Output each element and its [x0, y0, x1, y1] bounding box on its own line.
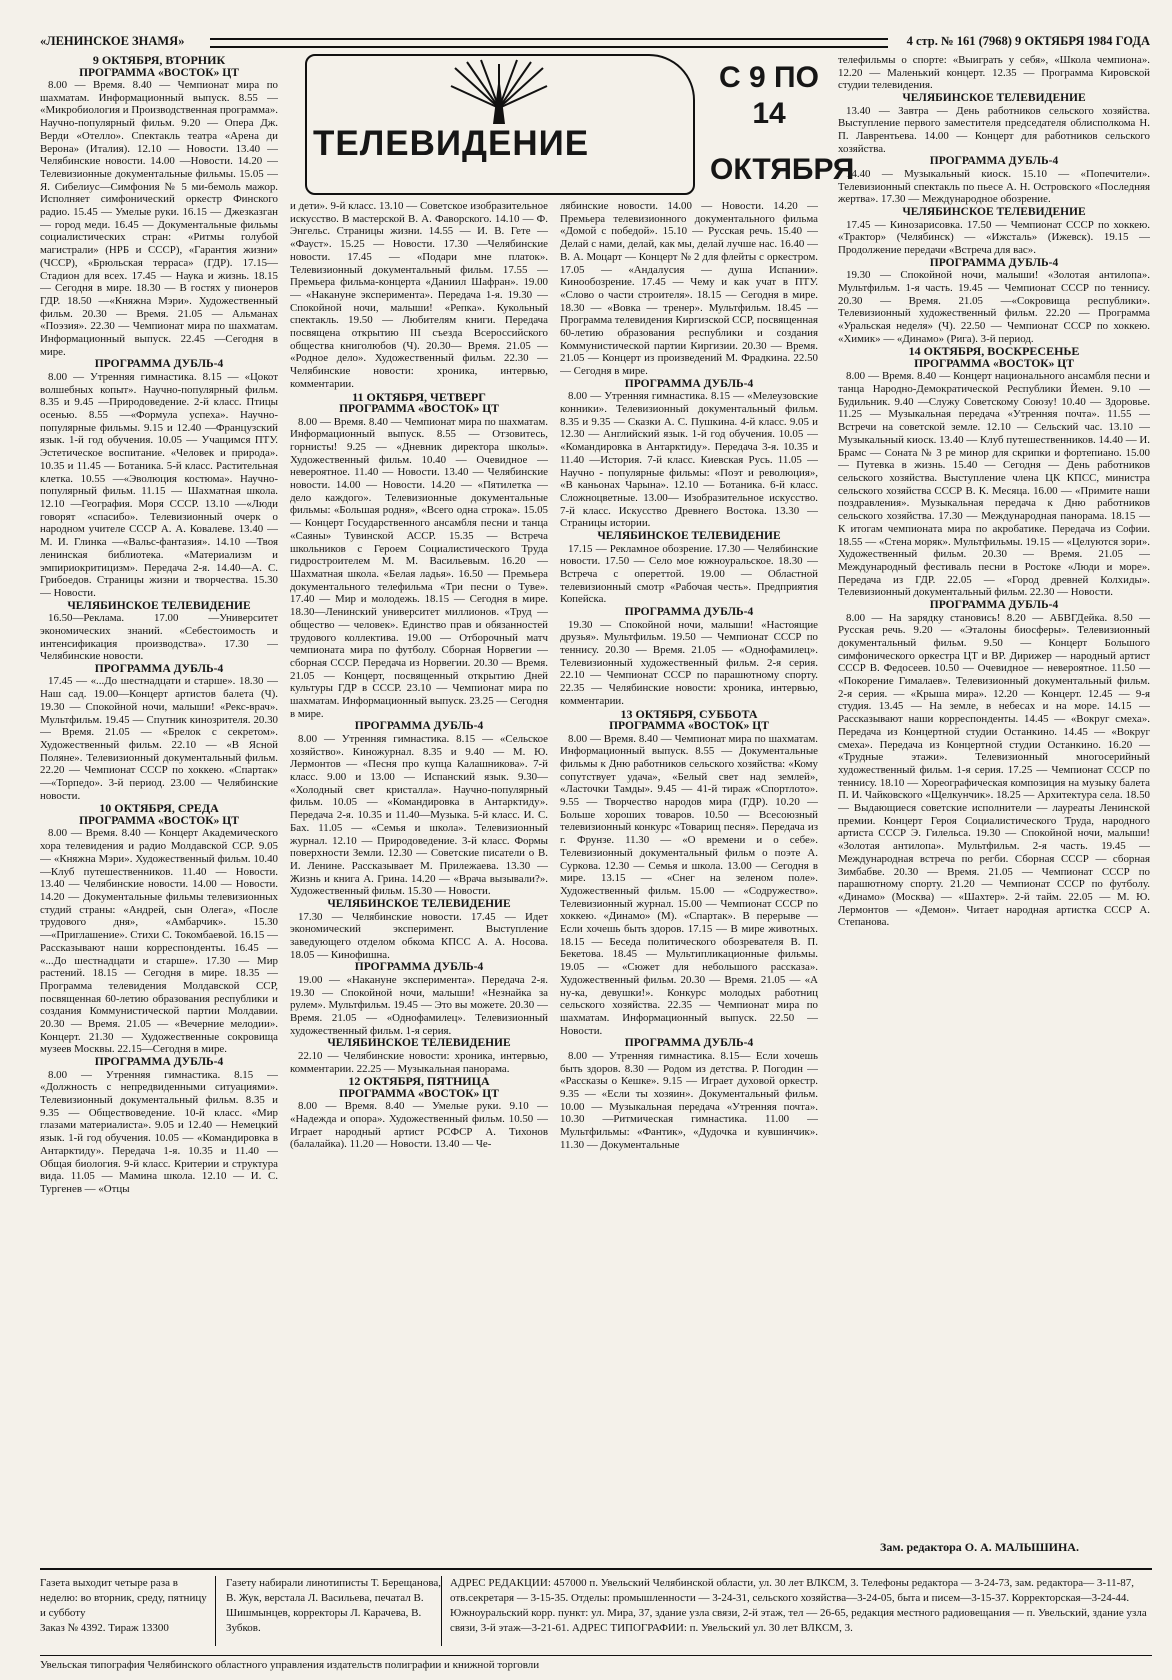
program-heading: ПРОГРАММА «ВОСТОК» ЦТ — [339, 403, 499, 416]
program-heading: ЧЕЛЯБИНСКОЕ ТЕЛЕВИДЕНИЕ — [902, 206, 1086, 219]
listing-text: 16.50—Реклама. 17.00 —Университет экономических знаний. «Себестоимость и интенсификация производства». 17.30 —Челябинские новости. — [40, 612, 278, 663]
listing-text: 8.00 — Время. 8.40 — Умелые руки. 9.10 — «Надежда и опора». Художественный фильм. 10.50 — Играет народный артист РСФСР А. Тихонов (балалайка). 11.20 — Новости. 13.40 — Че- — [290, 1100, 548, 1151]
listing-text: 8.00 — Утренняя гимнастика. 8.15 — «Сельское хозяйство». Киножурнал. 8.35 и 9.40 — М. Ю. Лермонтов — «Песня про купца Калашникова». 7-й класс. 9.00 и 13.00 — Испанский язык. 9.30— «Холодный свет кристалла». Научно-популярный фильм. 10.05 — «Командировка в Антарктиду». Передача 2-я. 10.35 и 11.40—Музыка. 5-й класс. И. С. Бах. 11.05 — «Семья и школа». Телевизионный журнал. 12.10 — Природоведение. 3-й класс. Формы поверхности Земли. 12.30 — Советские писатели о В. И. Ленине. Рассказывает М. Прилежаева. 13.30 — Жизнь и книга А. Грина. 14.20 — «Врача вызывали?». Художественный фильм. 15.30 — Новости. — [290, 732, 548, 898]
listing-text: телефильмы о спорте: «Выиграть у себя», «Школа чемпиона». 12.20 — Маленький концерт. 12.35 — Программа Кировской студии телевидения. — [838, 54, 1150, 92]
listing-text: 17.15 — Рекламное обозрение. 17.30 — Челябинские новости. 17.50 — Село мое южноуральское. 18.30 — Встреча с опереттой. 19.00 — Областной телевизионный смотр «Рабочая честь». Предприятия Копейска. — [560, 542, 818, 606]
listing-text: 17.45 — Кинозарисовка. 17.50 — Чемпионат СССР по хоккею. «Трактор» (Челябинск) — «Ижсталь» (Ижевск). 19.15 — Продолжение передачи «Встреча для вас». — [838, 218, 1150, 256]
date-range — [710, 60, 855, 188]
footer-staff: Газету набирали линотиписты Т. Берещанова, В. Жук, верстала Л. Васильева, печатал В. Шишмынцев, корректоры Л. Карачева, В. Зубков. — [220, 1576, 442, 1646]
listing-text: 8.00 — Время. 8.40 — Чемпионат мира по шахматам. Информационный выпуск. 8.55 — Отзовитесь, горнисты! 9.25 — «Дневник директора школы». Художественный фильм. 10.40 — Очевидное — невероятное. 11.40 — Новости. 13.40 — Челябинские новости. 14.00 — Новости. 14.20 — «Пятилетка — дело каждого». Телевизионные документальные фильмы: «Большая родня», «Всего одна строка». 15.05 — Концерт Государственного ансамбля песни и танца «Саяны» Тувинской АССР. 15.35 — Встреча школьников с Героем Социалистического Труда гидростроителем М. М. Васильевым. 16.20 — Шахматная школа. «Белая ладья». 16.50 — Премьера документального телефильма «Три песни о Туве». 17.40 — Мир и молодежь. 18.15 — Сегодня в мире. 18.30—Ленинский университет миллионов. «Труд — общество — человек». Единство прав и обязанностей трудового коллектива. 19.00 — Отборочный матч чемпионата мира по футболу. Сборная Норвегии — сборная СССР. Передача из Норвегии. 20.30 — Время. 21.05 — Концерт, посвященный открытию Дней культуры ГДР в СССР. 23.10 — Чемпионат мира по шахматам. Информационный выпуск. 23.25 — Сегодня в мире. — [290, 415, 548, 720]
newspaper-name: «ЛЕНИНСКОЕ ЗНАМЯ» — [40, 34, 185, 48]
program-heading: ПРОГРАММА «ВОСТОК» ЦТ — [914, 357, 1074, 370]
program-heading: ПРОГРАММА «ВОСТОК» ЦТ — [339, 1087, 499, 1100]
column-1 — [40, 54, 278, 1534]
order-circulation: Заказ № 4392. Тираж 13300 — [40, 1622, 169, 1634]
listing-text: 8.00 — Время. 8.40 — Концерт национального ансамбля песни и танца Народно-Демократической Республики Йемен. 9.10 — Будильник. 9.40 —Служу Советскому Союзу! 10.40 — Здоровье. 11.25 — Музыкальная передача «Утренняя почта». 11.55 — Встречи на советской земле. 12.10 — Сельский час. 13.10 — Музыкальный киоск. 13.40 — Клуб путешественников. 14.40 — И. Брамс — Соната № 3 ре минор для скрипки и фортепиано. 15.00 — Путевка в жизнь. 15.40 — Сегодня — День работников сельского хозяйства. Выступление члена ЦК КПСС, министра сельского хозяйства СССР В. К. Месяца. 16.00 — «Примите наши поздравления». Музыкальная передача к Дню работников сельского хозяйства. 17.30 — Международная панорама. 18.15 — К итогам чемпионата мира по акробатике. Передача из Софии. 18.55 — «Стена моряк». Мультфильмы. 19.15 — «Целуются зори». Художественный фильм. 20.30 — Время. 21.05 — Международный фестиваль песни в Ростоке «Люди и море». Передача из ГДР. 22.05 — «Город древней Колхиды». Телевизионный документальный фильм. 22.30 — Новости. — [838, 370, 1150, 599]
listing-text: 8.00 — Утренняя гимнастика. 8.15 — «Мелеузовские конники». Телевизионный документальный фильм. 8.35 и 9.35 — Сказки А. С. Пушкина. 4-й класс. 9.05 и 12.30 — Английский язык. 1-й год обучения. 10.05 — «Командировка в Антарктиду». Передача 3-я. 10.35 и 11.40 —История. 7-й класс. Киевская Русь. 11.05 — Научно - популярные фильмы: «Поэт и революция», «В каньонах Чарына». 12.10 — Ботаника. 6-й класс. Сложноцветные. 13.00— Изобразительное искусство. 7-й класс. Искусство Древнего Востока. 13.30 — Страницы истории. — [560, 390, 818, 530]
program-heading: ПРОГРАММА ДУБЛЬ-4 — [624, 377, 754, 390]
footer-schedule — [40, 1576, 216, 1646]
program-heading: ПРОГРАММА ДУБЛЬ-4 — [624, 1037, 754, 1050]
listing-text: 8.00 — На зарядку становись! 8.20 — АБВГДейка. 8.50 — Русская речь. 9.20 — «Эталоны биосферы». Телевизионный документальный фильм. 9.50 — Концерт Большого симфонического оркестра ЦТ и ВР. Дирижер — народный артист СССР В. Федосеев. 10.50 — Очевидное — невероятное. 11.50 — «Покорение Гималаев». Телевизионный документальный фильм. 2-я серия. — «Крыша мира». 12.20 — Концерт. 12.45 — 9-я студия. 13.45 — На земле, в небесах и на море. 14.15 — Рассказывают наши корреспонденты. 14.45 — «Вокруг смеха». Передача из Концертной студии Останкино. 14.45 — «Вокруг смеха». Передача из Концертной студии Останкино. 16.20 — «Трудные этажи». Телевизионный многосерийный художественный фильм. 1-я серия. 17.25 — Чемпионат СССР по теннису. 18.10 — Хореографическая композиция на музыку балета П. И. Чайковского «Щелкунчик». 18.25 — Архитектура села. 18.50 — Выдающиеся советские исполнители — лауреаты Ленинской премии. Концерт Героя Социалистического Труда, народного артиста СССР Э. Гилельса. 19.30 — Спокойной ночи, малыши! «Золотая антилопа». Мультфильм. 2-я часть. 19.45 — Международная встреча по регби. Сборная СССР — сборная Зимбабве. 20.30 — Время. 21.05 — Чемпионат СССР по парашютному спорту. 21.20 — Чемпионат СССР по футболу. «Динамо» (Москва) — «Шахтер». 2-й тайм. 22.05 — М. Ю. Лермонтов — «Демон». Читает народная артистка СССР А. Степанова. — [838, 611, 1150, 929]
program-heading: ПРОГРАММА ДУБЛЬ-4 — [624, 606, 754, 619]
date-range-bottom: ОКТЯБРЯ — [710, 153, 855, 186]
program-heading: ПРОГРАММА ДУБЛЬ-4 — [94, 1056, 224, 1069]
listing-text: 8.00 — Время. 8.40 — Чемпионат мира по шахматам. Информационный выпуск. 8.55 — «Микробиология и Производственная программа». Научно-популярный фильм. 9.20 — Опера Дж. Верди «Отелло». Спектакль театра «Арена ди Верона» (Италия). 12.10 — Новости. 13.40 — Челябинские новости. 14.00 —Новости. 14.20 —Телевизионные документальные фильмы. 15.05 —Я. Сибелиус—Симфония № 5 ми-бемоль мажор. Исполняет симфонический оркестр Финского радио. 15.45 — Умелые руки. 16.15 — Джезказган — город меди. 16.45 — Документальные фильмы социалистических стран: «Ритмы голубой магистрали» (НРБ и СССР), «Гарантия жизни» (ЧССР), «Брюльская терраса» (ГДР). 17.15—Стадион для всех. 17.45 — Наука и жизнь. 18.15 — Сегодня в мире. 18.30 — В гостях у пионеров ГДР. 18.50 —«Княжна Мэри». Художественный фильм. 20.30 — Время. 21.05 — Альманах «Поэзия». 22.30 — Чемпионат мира по шахматам. Информационный выпуск. 22.45 —Сегодня в мире. — [40, 79, 278, 358]
day-heading: 11 ОКТЯБРЯ, ЧЕТВЕРГ — [352, 389, 486, 404]
program-heading: ЧЕЛЯБИНСКОЕ ТЕЛЕВИДЕНИЕ — [327, 898, 511, 911]
listing-text: 8.00 — Время. 8.40 — Концерт Академического хора телевидения и радио Молдавской ССР. 9.05 — «Княжна Мэри». Художественный фильм. 10.40—Клуб путешественников. 11.40 — Новости. 13.40 — Челябинские новости. 14.00 — Новости. 14.20 — Документальные фильмы телевизионных студий страны: «Андрей, сын Олега», «После трудового дня», «Амбарчик». 15.30 —«Приглашение». Стихи С. Токомбаевой. 16.15 — Рассказывают наши корреспонденты. 16.45 — «...До шестнадцати и старше». 17.30 — Мир растений. 18.15 — Сегодня в мире. 18.35 — Программа телевидения Молдавской ССР, посвященная 60-летию образования республики и создания Коммунистической партии Молдавии. 20.30 — Время. 21.05 — «Вечерние мелодии». Концерт. 21.30 — Художественные сокровища музеев Москвы. 22.15—Сегодня в мире. — [40, 827, 278, 1056]
day-heading: 13 ОКТЯБРЯ, СУББОТА — [620, 706, 758, 721]
column-2 — [290, 200, 548, 1534]
listing-text: 8.00 — Утренняя гимнастика. 8.15 — «Должность с непредвиденными ситуациями». Телевизионный документальный фильм. 8.35 и 9.35 — Обществоведение. 10-й класс. «Мир глазами материалиста». 9.05 и 12.40 — Немецкий язык. 1-й год обучения. 10.05 — «Командировка в Антарктиду». Передача 1-я. 10.35 и 11.40 — Общая биология. 9-й класс. Критерии и структура вида. 11.05 — Мамина школа. 12.10 — И. С. Тургенев — «Отцы — [40, 1068, 278, 1195]
program-heading: ПРОГРАММА «ВОСТОК» ЦТ — [609, 720, 769, 733]
listing-text: 8.00 — Время. 8.40 — Чемпионат мира по шахматам. Информационный выпуск. 8.55 — Документальные фильмы к Дню работников сельского хозяйства: «Кому сопутствует удача», «Белый свет над землей», «Ласточки Тамды». 9.45 — 41-й тираж «Спортлото». 9.55 — Творчество народов мира (ГДР). 10.20 — Больше хороших товаров. 10.50 — Всесоюзный телевизионный конкурс «Товарищ песня». Передача из г. Фрунзе. 11.30 — «О времени и о себе». Телевизионный документальный фильм о поэте А. Суркова. 12.30 — Семья и школа. 13.00 — Сегодня в мире. 13.15 — «Снег на зеленом поле». Художественный фильм. 15.00 — «Содружество». Телевизионный журнал. 15.00 — Чемпионат СССР по хоккею. «Динамо» (М). «Спартак». В перерыве — Если хочешь быть здоров. 17.15 — В мире животных. 18.15 — Беседа политического обозревателя В. П. Бекетова. 18.45 — Мультипликационные фильмы. 19.05 — «Сюжет для небольшого рассказа». Художественный фильм. 20.30 — Время. 21.05 — «А ну-ка, девушки!». Конкурс молодых работниц сельского хозяйства. 22.35 — Чемпионат мира по шахматам. Информационный выпуск. 22.50 — Новости. — [560, 732, 818, 1037]
day-heading: 10 ОКТЯБРЯ, СРЕДА — [99, 801, 219, 816]
program-heading: ПРОГРАММА ДУБЛЬ-4 — [354, 961, 484, 974]
day-heading: 12 ОКТЯБРЯ, ПЯТНИЦА — [348, 1074, 490, 1089]
listing-text: 19.30 — Спокойной ночи, малыши! «Настоящие друзья». Мультфильм. 19.50 — Чемпионат СССР по теннису. 20.30 — Время. 21.05 — «Однофамилец». Телевизионный художественный фильм. 2-я серия. 22.10 — Чемпионат СССР по парашютному спорту. 22.35 — Челябинские новости: хроника, интервью, комментарии. — [560, 618, 818, 707]
program-heading: ПРОГРАММА ДУБЛЬ-4 — [929, 256, 1059, 269]
program-heading: ПРОГРАММА «ВОСТОК» ЦТ — [79, 814, 239, 827]
listing-text: 17.30 — Челябинские новости. 17.45 — Идет экономический эксперимент. Выступление заведующего отделом обкома КПСС А. А. Носова. 18.05 — Кинофишна. — [290, 910, 548, 961]
column-3 — [560, 200, 818, 1534]
listing-text: лябинские новости. 14.00 — Новости. 14.20 — Премьера телевизионного документального фильма «Домой с победой». 15.10 — Русская речь. 15.40 — Делай с нами, делай, как мы, делай лучше нас. 16.40 — В. А. Моцарт — Концерт № 2 для флейты с оркестром. 17.05 — «Андалусия — душа Испании». Кинообозрение. 17.45 — Чему и как учат в ПТУ. «Слово о части строителя». 18.15 — Сегодня в мире. 18.30 — «Вовка — тренер». Мультфильм. 18.45 — Программа телевидения Киргизской ССР, посвященная 60-летию образования республики и создания Коммунистической партии Киргизии. 20.30 — Время. 21.05 — Концерт из произведений М. Фрадкина. 22.50 — Сегодня в мире. — [560, 200, 818, 378]
day-heading: 14 ОКТЯБРЯ, ВОСКРЕСЕНЬЕ — [908, 344, 1080, 359]
publication-schedule: Газета выходит четыре раза в неделю: во вторник, среду, пятницу и субботу — [40, 1577, 207, 1619]
deputy-editor: Зам. редактора О. А. МАЛЫШИНА. — [880, 1540, 1079, 1554]
listing-text: 17.45 — «...До шестнадцати и старше». 18.30 — Наш сад. 19.00—Концерт артистов балета (Ч). 19.30 — Спокойной ночи, малыши! «Рекс-врач». Мультфильм. 19.45 — Спутник кинозрителя. 20.30 — Время. 21.05 — «Брелок с секретом». Художественный фильм. 22.10 — «В Ясной Поляне». Телевизионный документальный фильм. 22.20 — Чемпионат СССР по хоккею. «Спартак» —«Торпедо». 3-й период. 23.00 — Челябинские новости. — [40, 675, 278, 802]
masthead-rule — [210, 38, 888, 48]
tv-banner — [305, 54, 695, 195]
program-heading: ПРОГРАММА «ВОСТОК» ЦТ — [79, 66, 239, 79]
program-heading: ЧЕЛЯБИНСКОЕ ТЕЛЕВИДЕНИЕ — [67, 599, 251, 612]
program-heading: ЧЕЛЯБИНСКОЕ ТЕЛЕВИДЕНИЕ — [597, 530, 781, 543]
program-heading: ПРОГРАММА ДУБЛЬ-4 — [929, 155, 1059, 168]
tv-tower-icon — [449, 58, 549, 126]
listing-text: 19.30 — Спокойной ночи, малыши! «Золотая антилопа». Мультфильм. 1-я часть. 19.45 — Чемпионат СССР по теннису. 20.30 — Время. 21.05 —«Сокровища республики». Телевизионный художественный фильм. 22.20 — Программа «Уральская неделя» (Ч). 22.50 — Чемпионат СССР по хоккею. «Химик» — «Динамо» (Рига). 3-й период. — [838, 269, 1150, 345]
listing-text: 14.40 — Музыкальный киоск. 15.10 — «Попечители». Телевизионный спектакль по пьесе А. Н. Островского «Последняя жертва». 17.30 — Международное обозрение. — [838, 167, 1150, 206]
program-heading: ПРОГРАММА ДУБЛЬ-4 — [354, 720, 484, 733]
listing-text: 19.00 — «Накануне эксперимента». Передача 2-я. 19.30 — Спокойной ночи, малыши! «Незнайка за рулем». Мультфильм. 19.45 — Это вы можете. 20.30 — Время. 21.05 — «Однофамилец». Телевизионный художественный фильм. 1-я серия. — [290, 973, 548, 1037]
date-range-top: С 9 ПО 14 — [719, 61, 819, 130]
masthead — [40, 34, 1150, 50]
day-heading: 9 ОКТЯБРЯ, ВТОРНИК — [92, 54, 226, 67]
program-heading: ПРОГРАММА ДУБЛЬ-4 — [929, 599, 1059, 612]
listing-text: 13.40 — Завтра — День работников сельского хозяйства. Выступление первого заместителя председателя облисполкома Н. П. Лаврентьева. 14.00 — Концерт для работников сельского хозяйства. — [838, 104, 1150, 155]
printing-imprint: Увельская типография Челябинского областного управления издательств полиграфии и книжной торговли — [40, 1655, 1152, 1671]
program-heading: ЧЕЛЯБИНСКОЕ ТЕЛЕВИДЕНИЕ — [327, 1037, 511, 1050]
program-heading: ПРОГРАММА ДУБЛЬ-4 — [94, 358, 224, 371]
footer — [40, 1568, 1152, 1652]
column-4 — [838, 54, 1150, 1534]
program-heading: ПРОГРАММА ДУБЛЬ-4 — [94, 662, 224, 675]
listing-text: и дети». 9-й класс. 13.10 — Советское изобразительное искусство. В мастерской В. А. Фаворского. 14.10 — Ф. Энгельс. Страницы жизни. 14.55 — И. В. Гете — «Фауст». 15.25 — Новости. 17.30 —Челябинские новости. 17.45 — «Подари мне платок». Телевизионный документальный фильм. 17.55 — Премьера фильма-концерта «Даниил Шафран». 19.00 — «Накануне эксперимента». Передача 1-я. 19.30 — Спокойной ночи, малыши! «Репка». Кукольный спектакль. 19.50 — Любителям книги. Передача посвящена открытию III съезда Всероссийского общества книголюбов (Ч). 20.30— Время. 21.05 — «Родное дело». Художественный фильм. 22.30 — Челябинские новости: хроника, интервью, комментарии. — [290, 200, 548, 390]
footer-address: АДРЕС РЕДАКЦИИ: 457000 п. Увельский Челябинской области, ул. 30 лет ВЛКСМ, 3. Телефоны редактора — 3-24-73, зам. редактора— 3-11-87, отв.секретаря — 3-15-35. Отделы: промышленности — 3-24-31, сельского хозяйства—3-24-05, быта и писем—3-15-37. Корректорская—3-24-44. Южноуральский корр. пункт: ул. Мира, 37, здание узла связи, 2-й этаж, тел — 26-65, редакция местного радиовещания — п. Увельский, здание узла связи, 3-й этаж—3-21-61. АДРЕС ТИПОГРАФИИ: п. Увельский ул. 30 лет ВЛКСМ, 3. — [450, 1577, 1147, 1634]
banner-title: ТЕЛЕВИДЕНИЕ — [313, 124, 590, 163]
listing-text: 8.00 — Утренняя гимнастика. 8.15— Если хочешь быть здоров. 8.30 — Родом из детства. Р. Погодин — «Рассказы о Кешке». 9.15 — Играет духовой оркестр. 9.35 — «Если ты хозяин». Документальный фильм. 10.00 — Музыкальная передача «Утренняя почта». 10.30 —Ритмическая гимнастика. 11.00 —Мультфильмы: «Фантик», «Дудочка и кувшинчик». 11.30 — Документальные — [560, 1049, 818, 1151]
listing-text: 22.10 — Челябинские новости: хроника, интервью, комментарии. 22.25 — Музыкальная панорама. — [290, 1049, 548, 1075]
listing-text: 8.00 — Утренняя гимнастика. 8.15 — «Цокот волшебных копыт». Научно-популярный фильм. 8.35 и 9.45 —Природоведение. 2-й класс. Птицы осенью. 8.55 —«Формула успеха». Научно-популярные фильмы. 9.15 и 12.40 —Французский язык. 1-й год обучения. 10.05 — Учащимся ПТУ. Эстетическое воспитание. «Человек и природа». 10.35 и 11.45 — Ботаника. 5-й класс. Растительная клетка. 10.55 —«Эволюция костюма». Научно-популярный фильм. 11.15 — Шахматная школа. 12.10 —География. Моря СССР. 13.10 —«Люди говорят «спасибо». Телевизионный очерк о народном учителе СССР А. А. Ковалеве. 13.40 — М. И. Глинка —«Вальс-фантазия». 14.10 —Твоя ленинская библиотека. «Материализм и эмпириокритицизм». Передача 2-я. 14.40—А. С. Грибоедов. Страницы жизни и творчества. 15.30 — Новости. — [40, 370, 278, 599]
issue-info: 4 стр. № 161 (7968) 9 ОКТЯБРЯ 1984 ГОДА — [906, 34, 1150, 48]
program-heading: ЧЕЛЯБИНСКОЕ ТЕЛЕВИДЕНИЕ — [902, 92, 1086, 105]
